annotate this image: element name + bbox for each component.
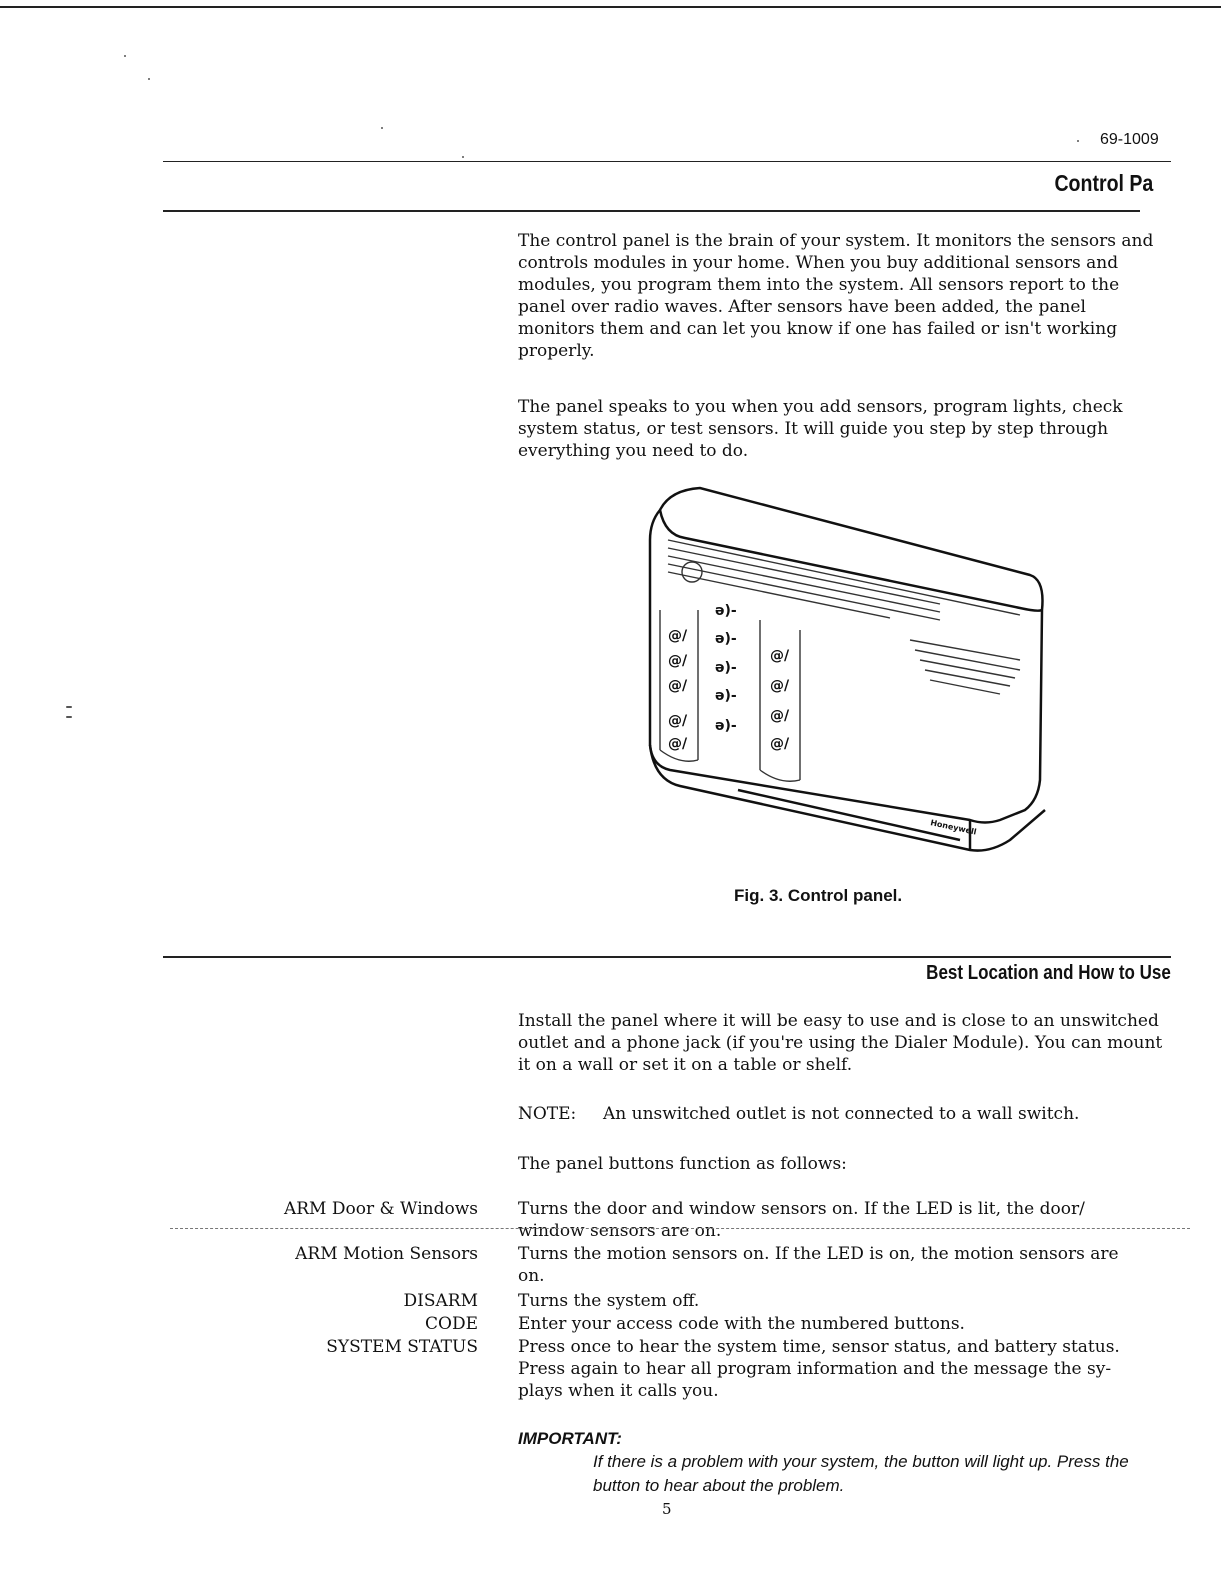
scan-dashed-line <box>170 1228 1190 1229</box>
figure-caption: Fig. 3. Control panel. <box>734 886 903 905</box>
scan-speck <box>148 78 150 80</box>
svg-text:ə)-: ə)- <box>715 603 737 619</box>
intro-paragraph-2: The panel speaks to you when you add sensors, program lights, check system status, or test sensors. It will guide you step by step through everything you need to do. <box>518 397 1123 461</box>
svg-text:ə)-: ə)- <box>715 718 737 734</box>
svg-text:@/: @/ <box>770 678 790 694</box>
important-text: If there is a problem with your system, the button will light up. Press the button to hear about the problem. <box>593 1452 1129 1495</box>
scan-speck <box>1077 140 1079 142</box>
scan-speck <box>124 55 126 57</box>
button-desc-arm-doors: Turns the door and window sensors on. If the LED is lit, the door/ window sensors are on. <box>518 1199 1085 1241</box>
brand-logo: Honeywell <box>929 818 978 837</box>
important-label: IMPORTANT: <box>518 1429 622 1448</box>
button-desc-arm-motion: Turns the motion sensors on. If the LED is on, the motion sensors are on. <box>518 1244 1119 1286</box>
svg-text:ə)-: ə)- <box>715 688 737 704</box>
button-term-arm-doors: ARM Door & Windows <box>283 1199 478 1219</box>
scan-speck <box>381 127 383 129</box>
section-title-control-panel: Control Pa <box>1054 170 1153 196</box>
svg-text:@/: @/ <box>668 678 688 694</box>
document-number: 69-1009 <box>1100 131 1159 148</box>
svg-text:@/: @/ <box>668 653 688 669</box>
location-paragraph: Install the panel where it will be easy to use and is close to an unswitched outlet and a phone jack (if you're using the Dialer Module). You can mount it on a wall or set it on a table or shelf. <box>518 1011 1163 1075</box>
scan-speck <box>66 706 72 708</box>
svg-text:@/: @/ <box>770 736 790 752</box>
header-rule-top <box>163 161 1171 162</box>
buttons-intro: The panel buttons function as follows: <box>518 1154 847 1174</box>
svg-text:ə)-: ə)- <box>715 660 737 676</box>
svg-text:@/: @/ <box>770 708 790 724</box>
button-desc-system-status: Press once to hear the system time, sensor status, and battery status. Press again to hear all program information and the message the sy- plays when it calls you. <box>518 1337 1120 1401</box>
button-term-disarm: DISARM <box>403 1291 478 1311</box>
svg-text:@/: @/ <box>668 628 688 644</box>
note-text: An unswitched outlet is not connected to a wall switch. <box>603 1104 1080 1124</box>
intro-paragraph-1: The control panel is the brain of your system. It monitors the sensors and controls modules in your home. When you buy additional sensors and modules, you program them into the system. All sensors report to the panel over radio waves. After sensors have been added, the panel monitors them and can let you know if one has failed or isn't working properly. <box>518 231 1154 361</box>
scan-speck <box>462 156 464 158</box>
svg-text:ə)-: ə)- <box>715 631 737 647</box>
control-panel-illustration <box>640 480 1060 890</box>
section2-rule <box>163 956 1171 958</box>
page-number: 5 <box>662 1500 672 1518</box>
section-title-best-location: Best Location and How to Use <box>926 962 1171 984</box>
button-desc-code: Enter your access code with the numbered buttons. <box>518 1314 965 1334</box>
button-term-system-status: SYSTEM STATUS <box>326 1337 478 1357</box>
header-rule-bottom <box>163 210 1140 212</box>
button-term-code: CODE <box>425 1314 478 1334</box>
button-desc-disarm: Turns the system off. <box>518 1291 700 1311</box>
svg-text:@/: @/ <box>668 736 688 752</box>
button-term-arm-motion: ARM Motion Sensors <box>295 1244 478 1264</box>
svg-text:@/: @/ <box>668 713 688 729</box>
svg-text:@/: @/ <box>770 648 790 664</box>
top-border-rule <box>0 6 1221 8</box>
note-label: NOTE: <box>518 1104 577 1124</box>
scan-speck <box>66 716 72 718</box>
